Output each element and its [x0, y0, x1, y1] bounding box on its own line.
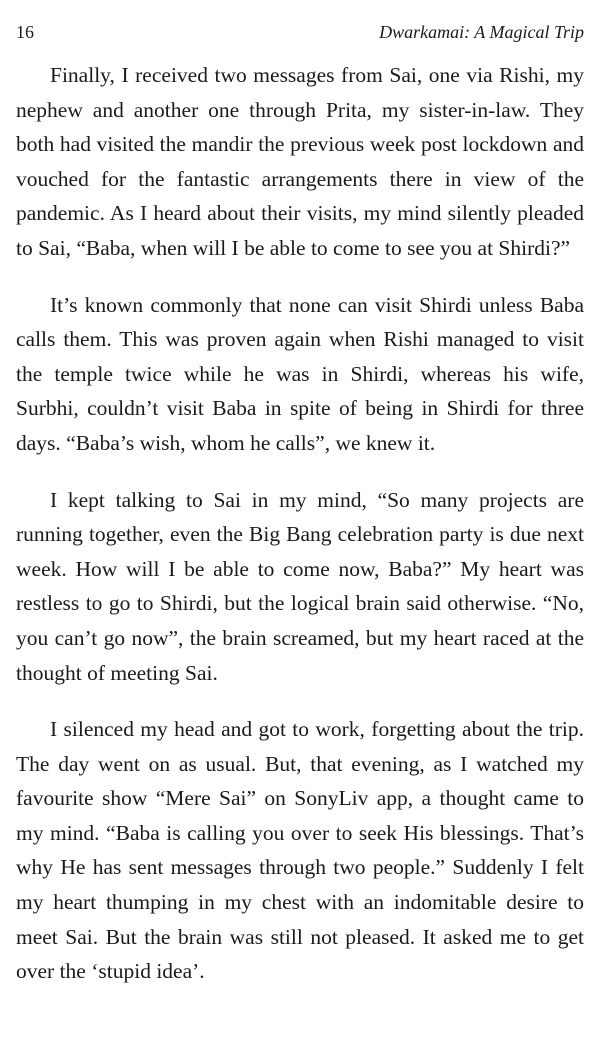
paragraph: It’s known commonly that none can visit Shirdi unless Baba calls them. This was proven again when Rishi managed to visit the temple twice while he was in Shirdi, whereas his wife, Surbhi, couldn’t visit Baba in spite of being in Shirdi for three days. “Baba’s wish, whom he calls”, we knew it. [16, 292, 584, 455]
running-header [16, 20, 584, 44]
book-title: Dwarkamai: A Magical Trip [379, 22, 584, 42]
page-number: 16 [16, 22, 34, 42]
paragraph: I silenced my head and got to work, forgetting about the trip. The day went on as usual. But, that evening, as I watched my favourite show “Mere Sai” on SonyLiv app, a thought came to my mind. “Baba is calling you over to seek His blessings. That’s why He has sent messages through two people.” Suddenly I felt my heart thumping in my chest with an indomitable desire to meet Sai. But the brain was still not pleased. It asked me to get over the ‘stupid idea’. [16, 717, 584, 984]
paragraph: Finally, I received two messages from Sai, one via Rishi, my nephew and another one through Prita, my sister-in-law. They both had visited the mandir the previous week post lockdown and vouched for the fantastic arrangements there in view of the pandemic. As I heard about their visits, my mind silently pleaded to Sai, “Baba, when will I be able to come to see you at Shirdi?” [16, 63, 584, 260]
body-text [16, 58, 584, 989]
paragraph: I kept talking to Sai in my mind, “So many projects are running together, even the Big Bang celebration party is due next week. How will I be able to come now, Baba?” My heart was restless to go to Shirdi, but the logical brain said otherwise. “No, you can’t go now”, the brain screamed, but my heart raced at the thought of meeting Sai. [16, 487, 584, 685]
